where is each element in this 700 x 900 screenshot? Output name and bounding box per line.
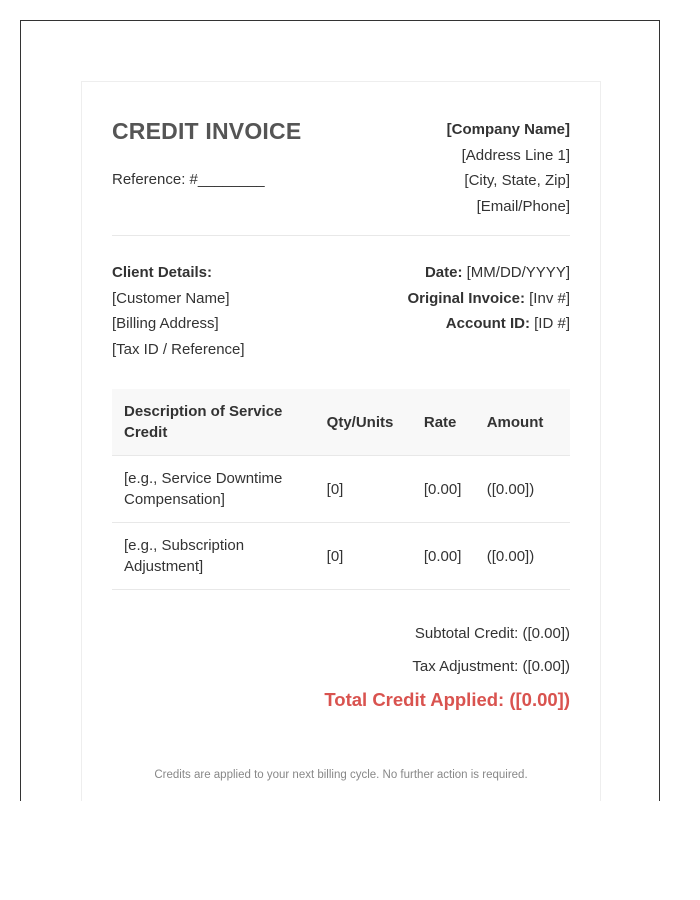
reference-number: Reference: #________	[112, 171, 265, 188]
credit-items-table	[112, 389, 570, 590]
footer-note: Credits are applied to your next billing cycle. No further action is required.	[154, 769, 528, 781]
invoice-meta	[407, 260, 570, 337]
client-address: [Billing Address]	[112, 315, 219, 333]
subtotal-credit: Subtotal Credit: ([0.00])	[414, 625, 570, 642]
header-divider	[112, 235, 570, 236]
totals-section	[324, 620, 570, 711]
total-credit-applied: Total Credit Applied: ([0.00])	[324, 689, 570, 710]
date-row	[407, 260, 570, 286]
table-row	[112, 456, 570, 523]
header-description: Description of Service Credit	[112, 389, 315, 456]
header-qty: Qty/Units	[315, 389, 412, 456]
row-rate: [0.00]	[412, 456, 475, 523]
header-rate: Rate	[412, 389, 475, 456]
row-description: [e.g., Service Downtime Compensation]	[112, 456, 315, 523]
account-id-label: Account ID:	[445, 315, 530, 333]
tax-adjustment: Tax Adjustment: ([0.00])	[412, 658, 570, 675]
company-contact: [Email/Phone]	[476, 197, 570, 215]
invoice-title: CREDIT INVOICE	[112, 118, 302, 144]
header-amount: Amount	[475, 389, 570, 456]
original-invoice-row	[407, 286, 570, 312]
company-city: [City, State, Zip]	[464, 172, 570, 189]
client-heading: Client Details:	[112, 264, 213, 281]
original-invoice-value: [Inv #]	[529, 289, 570, 307]
company-address: [Address Line 1]	[461, 146, 570, 164]
date-label: Date:	[424, 264, 463, 281]
row-amount: ([0.00])	[475, 456, 570, 523]
date-value: [MM/DD/YYYY]	[466, 264, 570, 281]
row-description: [e.g., Subscription Adjustment]	[112, 523, 315, 590]
client-details	[112, 260, 245, 363]
client-name: [Customer Name]	[112, 289, 230, 307]
company-name: [Company Name]	[446, 121, 570, 138]
account-id-value: [ID #]	[534, 315, 570, 333]
row-qty: [0]	[315, 456, 412, 523]
client-tax-id: [Tax ID / Reference]	[112, 341, 245, 359]
table-header-row	[112, 389, 570, 456]
row-rate: [0.00]	[412, 523, 475, 590]
company-info	[447, 117, 570, 219]
row-amount: ([0.00])	[475, 523, 570, 590]
row-qty: [0]	[315, 523, 412, 590]
account-id-row	[407, 311, 570, 337]
table-row	[112, 523, 570, 590]
original-invoice-label: Original Invoice:	[407, 289, 525, 307]
